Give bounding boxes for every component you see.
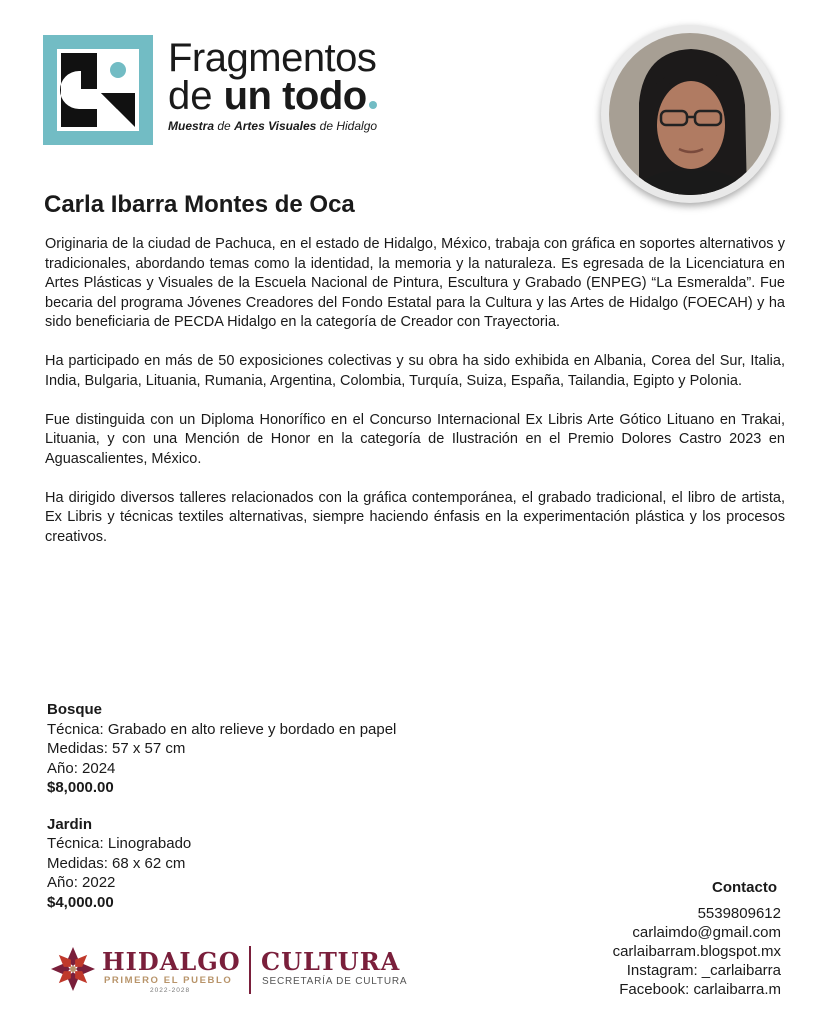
logo-line-2-a: de — [168, 74, 213, 118]
work-item — [47, 815, 517, 913]
artist-name: Carla Ibarra Montes de Oca — [44, 191, 355, 218]
work-size: Medidas: 57 x 57 cm — [47, 740, 186, 757]
contact-phone[interactable]: 5539809612 — [697, 905, 781, 922]
bio-paragraph: Fue distinguida con un Diploma Honorífico en el Concurso Internacional Ex Libris Arte Gótico Lituano en Trakai, Lituania, y con una Mención de Honor en la categoría de Ilustración en el Premio Dolores Castro 2023 en Aguascalientes, México. — [45, 411, 785, 467]
contact-block — [613, 878, 781, 999]
hidalgo-years: 2022-2028 — [150, 987, 191, 994]
hidalgo-slogan: PRIMERO EL PUEBLO — [104, 975, 233, 986]
artist-portrait — [601, 25, 779, 203]
hidalgo-wordmark: HIDALGO — [102, 947, 241, 976]
contact-blog[interactable]: carlaibarram.blogspot.mx — [612, 943, 781, 960]
work-item — [47, 700, 517, 798]
work-size: Medidas: 68 x 62 cm — [47, 854, 186, 872]
work-year: Año: 2022 — [47, 874, 116, 891]
contact-instagram[interactable]: Instagram: _carlaibarra — [626, 962, 781, 979]
bio-paragraph: Ha dirigido diversos talleres relacionados con la gráfica contemporánea, el grabado tradicional, el libro de artista, Ex Libris y técnicas textiles alternativas, siempre haciendo énfasis en la experimentación plástica y los procesos creativos. — [45, 489, 785, 545]
contact-facebook[interactable]: Facebook: carlaibarra.m — [619, 981, 781, 998]
logo-sub-b: de — [217, 119, 231, 133]
cultura-subtitle: SECRETARÍA DE CULTURA — [262, 976, 408, 987]
logo-dot-icon — [369, 101, 377, 109]
work-technique: Técnica: Linograbado — [47, 835, 192, 852]
work-title: Jardin — [47, 815, 93, 833]
contact-email[interactable]: carlaimdo@gmail.com — [632, 924, 781, 941]
bio-paragraph: Ha participado en más de 50 exposiciones colectivas y su obra ha sido exhibida en Albania, Corea del Sur, Italia, India, Bulgaria, Lituania, Rumania, Argentina, Colombia, Turquía, Suiza, España, Tailandia, Egipto y Polonia. — [45, 353, 785, 389]
contact-heading: Contacto — [712, 879, 777, 896]
hidalgo-flower-icon — [50, 946, 96, 992]
work-title: Bosque — [47, 701, 103, 718]
logo-title — [168, 38, 377, 132]
logo-sub-d: de Hidalgo — [319, 119, 378, 133]
work-technique: Técnica: Grabado en alto relieve y bordado en papel — [47, 720, 397, 738]
works-list — [47, 700, 517, 929]
logo-mark — [43, 35, 153, 145]
logo-line-1: Fragmentos — [168, 36, 377, 80]
artist-bio — [45, 235, 785, 567]
logo-sub-c: Artes Visuales — [234, 119, 317, 133]
footer-divider — [249, 946, 251, 994]
work-price: $8,000.00 — [47, 779, 114, 796]
logo-subtitle — [168, 120, 377, 132]
portrait-photo — [609, 33, 771, 195]
logo-line-2-b: un todo — [223, 74, 367, 118]
work-year: Año: 2024 — [47, 759, 116, 777]
work-price: $4,000.00 — [47, 893, 114, 911]
cultura-wordmark: CULTURA — [261, 947, 401, 976]
bio-paragraph: Originaria de la ciudad de Pachuca, en el estado de Hidalgo, México, trabaja con gráfica en soportes alternativos y tradicionales, abordando temas como la identidad, la memoria y la naturaleza. Es egresada de la Licenciatura en Artes Plásticas y Visuales de la Escuela Nacional de Pintura, Escultura y Grabado (ENPEG) “La Esmeralda”. Fue becaria del programa Jóvenes Creadores del Fondo Estatal para la Cultura y las Artes de Hidalgo (FOECAH) y ha sido beneficiaria de PECDA Hidalgo en la categoría de Creador con Trayectoria. — [45, 236, 785, 330]
logo-mark-inner — [57, 49, 139, 131]
logo-line-2 — [168, 76, 377, 116]
logo-shape-icon — [57, 49, 139, 131]
logo-sub-a: Muestra — [168, 119, 215, 133]
footer-logos — [50, 944, 410, 996]
